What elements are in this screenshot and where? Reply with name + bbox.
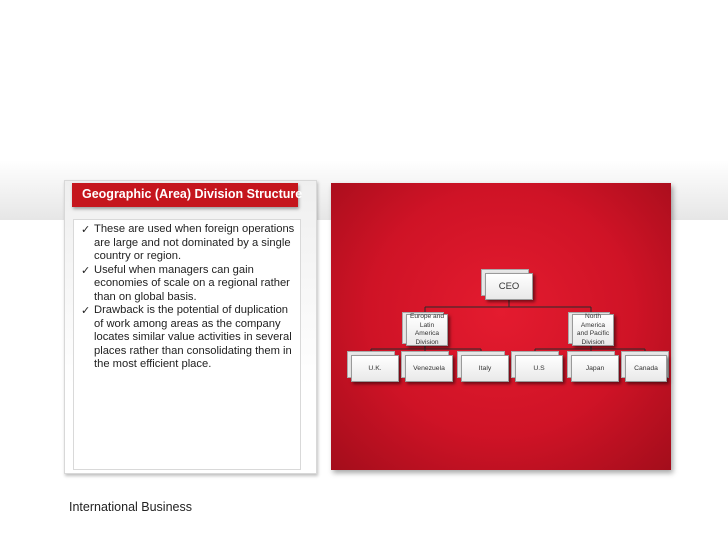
check-icon: ✓ bbox=[81, 263, 91, 277]
bullet-item: ✓ These are used when foreign operations are large and not dominated by a single country or region. bbox=[81, 223, 295, 262]
unit-node-canada: Canada bbox=[625, 355, 667, 382]
ceo-node: CEO bbox=[485, 273, 533, 300]
unit-node-uk: U.K. bbox=[351, 355, 399, 382]
unit-node-japan: Japan bbox=[571, 355, 619, 382]
check-icon: ✓ bbox=[81, 304, 91, 317]
unit-node-venezuela: Venezuela bbox=[405, 355, 453, 382]
unit-node-italy: Italy bbox=[461, 355, 509, 382]
slide-title: Geographic (Area) Division Structure bbox=[82, 187, 303, 201]
bullet-item: ✓ Drawback is the potential of duplication of work among areas as the company locates similar value activities in several places rather than consolidating them in the most efficient place. bbox=[81, 304, 292, 370]
unit-node-us: U.S bbox=[515, 355, 563, 382]
footer-text: International Business bbox=[69, 500, 192, 514]
division-node-north-america-pacific: North America and Pacific Division bbox=[572, 314, 614, 346]
division-node-europe-latin-america: Europe and Latin America Division bbox=[406, 314, 448, 346]
check-icon: ✓ bbox=[81, 223, 91, 236]
bullet-item: ✓ Useful when managers can gain economies of scale on a regional rather than on global basis. bbox=[81, 263, 290, 303]
